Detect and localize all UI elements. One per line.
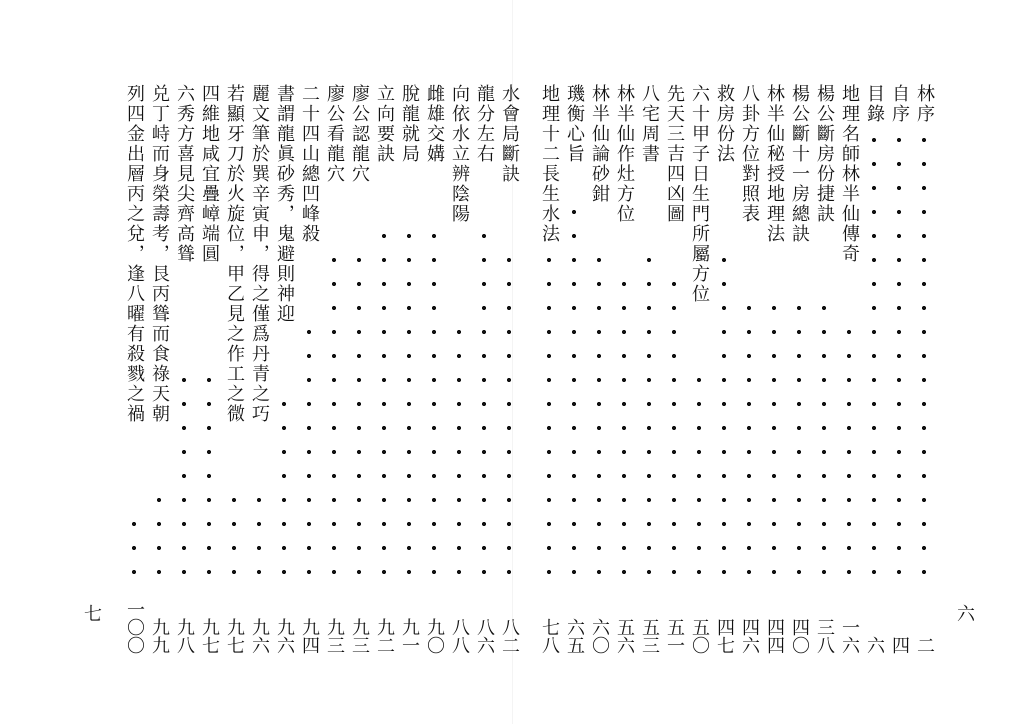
toc-entry-title: 二十四山總凹峰殺 [299,84,320,244]
dot-leader [356,248,362,584]
toc-entry-title: 八宅周書 [639,84,660,164]
toc-entry [472,84,496,654]
dot-leader [431,224,437,584]
toc-entry [172,84,196,654]
toc-entry-title: 林半仙論砂鉗 [589,84,610,204]
dot-leader [206,368,212,584]
toc-entry-page: 三八 [814,618,835,654]
dot-leader [381,224,387,584]
dot-leader [646,248,652,584]
toc-entry-page: 九三 [324,618,345,654]
toc-entry [297,84,321,654]
left-page-number: 七 [84,604,102,625]
toc-entry-page: 九一 [399,618,420,654]
toc-entry-page: 九七 [199,618,220,654]
toc-entry [537,84,561,654]
toc-entry-title: 林半仙作灶方位 [614,84,635,224]
toc-entry [247,84,271,654]
toc-entry [422,84,446,654]
toc-entry-title: 地理名師林半仙傳奇 [839,84,860,264]
dot-leader [771,296,777,584]
toc-entry-page: 四六 [739,618,760,654]
toc-entry [837,84,861,654]
toc-entry [812,84,836,654]
toc-entry-page: 六五 [564,618,585,654]
toc-entry [737,84,761,654]
toc-entry [662,84,686,654]
toc-entry-title: 立向要訣 [374,84,395,164]
toc-entry-page: 四 [889,636,910,654]
toc-entry-page: 五一 [664,618,685,654]
toc-entry-page: 五六 [614,618,635,654]
toc-entry-page: 一六 [839,618,860,654]
toc-entry [197,84,221,654]
dot-leader [546,248,552,584]
dot-leader [621,272,627,584]
dot-leader [156,488,162,584]
toc-entry-title: 林半仙秘授地理法 [764,84,785,244]
toc-entry-title: 八卦方位對照表 [739,84,760,224]
dot-leader [181,368,187,584]
toc-entry-page: 九八 [174,618,195,654]
toc-entry-page: 九二 [374,618,395,654]
toc-entry-page: 五〇 [689,618,710,654]
toc-entry [612,84,636,654]
toc-entry [862,84,886,654]
toc-entry-title: 向依水立辨陰陽 [449,84,470,224]
toc-entry-title: 雌雄交媾 [424,84,445,164]
toc-entry [637,84,661,654]
toc-entry-page: 八六 [474,618,495,654]
toc-entry-page: 九〇 [424,618,445,654]
toc-entry [687,84,711,654]
toc-entry-title: 楊公斷房份捷訣 [814,84,835,224]
right-page [512,0,1024,724]
toc-entry-title: 六十甲子日生門所屬方位 [689,84,710,304]
toc-entry-title: 列四金出層丙之兌，逢八曜有殺戮之禍 [124,84,145,424]
toc-entry-title: 廖公看龍穴 [324,84,345,184]
toc-entry-title: 兑丁峙而身榮壽考，艮丙聳而食祿天朝 [149,84,170,424]
toc-entry-title: 救房份法 [714,84,735,164]
toc-entry-title: 自序 [889,84,910,124]
toc-entry [562,84,586,654]
toc-entry-page: 五三 [639,618,660,654]
toc-entry-page: 二 [914,636,935,654]
toc-entry-page: 九六 [249,618,270,654]
toc-entry-title: 林序 [914,84,935,124]
toc-entry [222,84,246,654]
toc-entry-title: 書謂龍眞砂秀，鬼避則神迎 [274,84,295,324]
dot-leader [481,224,487,584]
toc-entry-page: 七八 [539,618,560,654]
toc-entry-page: 四七 [714,618,735,654]
toc-entry-page: 一〇〇 [124,600,145,654]
dot-leader [846,320,852,584]
toc-entry-title: 先天三吉四凶圖 [664,84,685,224]
toc-entry [372,84,396,654]
toc-entry-page: 九六 [274,618,295,654]
dot-leader [896,128,902,584]
toc-entry-title: 四維地咸宜疊嶂端圓 [199,84,220,264]
dot-leader [871,128,877,584]
toc-entry-title: 楊公斷十一房總訣 [789,84,810,244]
toc-entry-page: 八二 [499,618,520,654]
dot-leader [231,488,237,584]
toc-entry-title: 水會局斷訣 [499,84,520,184]
dot-leader [671,272,677,584]
toc-entry [712,84,736,654]
toc-entry-page: 九九 [149,618,170,654]
toc-entry-title: 目錄 [864,84,885,124]
dot-leader [721,248,727,584]
toc-entry-title: 廖公認龍穴 [349,84,370,184]
toc-entry-page: 九三 [349,618,370,654]
toc-entry-title: 璣衡心旨 [564,84,585,164]
dot-leader [306,320,312,584]
toc-entry [762,84,786,654]
right-page-number: 六 [957,604,975,625]
toc-entry-page: 六 [864,636,885,654]
dot-leader [406,224,412,584]
toc-entry [147,84,171,654]
toc-entry-title: 脫龍就局 [399,84,420,164]
toc-entry [397,84,421,654]
dot-leader [456,320,462,584]
toc-entry-page: 四四 [764,618,785,654]
toc-entry [787,84,811,654]
dot-leader [131,512,137,584]
toc-entry-title: 麗文筆於巽辛寅申，得之僅爲丹青之巧 [249,84,270,424]
dot-leader [746,296,752,584]
toc-entry-title: 若顯牙刀於火旋位，甲乙見之作工之微 [224,84,245,424]
toc-entry [122,84,146,654]
toc-entry-page: 八八 [449,618,470,654]
dot-leader [921,128,927,584]
toc-entry-title: 龍分左右 [474,84,495,164]
toc-entry-page: 九四 [299,618,320,654]
toc-entry [887,84,911,654]
dot-leader [281,392,287,584]
dot-leader [596,248,602,584]
toc-entry-title: 地理十二長生水法 [539,84,560,244]
toc-entry-page: 九七 [224,618,245,654]
dot-leader [796,296,802,584]
toc-entry-title: 六秀方喜見尖齊高聳 [174,84,195,264]
dot-leader [696,368,702,584]
toc-entry [912,84,936,654]
dot-leader [821,296,827,584]
toc-entry [447,84,471,654]
toc-entry [347,84,371,654]
dot-leader [256,488,262,584]
dot-leader [571,200,577,584]
dot-leader [331,248,337,584]
toc-entry [587,84,611,654]
toc-entry-page: 六〇 [589,618,610,654]
toc-entry [322,84,346,654]
toc-entry-page: 四〇 [789,618,810,654]
toc-entry [272,84,296,654]
